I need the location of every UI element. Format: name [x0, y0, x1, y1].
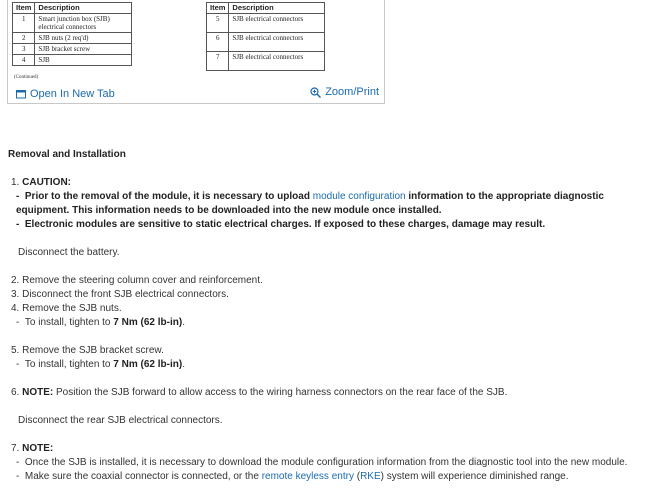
col-header-item: Item — [13, 3, 35, 14]
external-tab-icon — [16, 89, 26, 99]
open-in-new-tab-link[interactable] — [16, 88, 115, 100]
step-2: 2. Remove the steering column cover and reinforcement. — [11, 275, 263, 286]
disconnect-battery-text: Disconnect the battery. — [18, 247, 120, 258]
legend-table-right — [206, 2, 325, 71]
note-label: NOTE: — [22, 387, 54, 398]
table-row — [207, 33, 325, 52]
zoom-print-label: Zoom/Print — [325, 86, 379, 98]
item-number: 4 — [13, 55, 35, 66]
item-description: SJB electrical connectors — [229, 14, 325, 33]
table-row — [207, 52, 325, 71]
figure-legend-panel — [7, 0, 385, 104]
item-description: Smart junction box (SJB) electrical connectors — [35, 14, 132, 33]
item-number: 1 — [13, 14, 35, 33]
legend-table-left — [12, 2, 132, 66]
item-description: SJB electrical connectors — [229, 33, 325, 52]
step-7-item-1: - Once the SJB is installed, it is necessary to download the module configuration information from the diagnostic tool into the new module. — [16, 457, 628, 468]
item-number: 3 — [13, 44, 35, 55]
step-6-note: 6. NOTE: Position the SJB forward to allow access to the wiring harness connectors on the rear face of the SJB. — [11, 387, 508, 398]
note-label: NOTE: — [22, 443, 54, 454]
torque-value: 7 Nm (62 lb-in) — [113, 317, 183, 328]
step-3: 3. Disconnect the front SJB electrical connectors. — [11, 289, 229, 300]
continued-label: (Continued) — [14, 75, 39, 80]
item-description: SJB electrical connectors — [229, 52, 325, 71]
step-7-item-2: - Make sure the coaxial connector is connected, or the remote keyless entry (RKE) system will experience diminished range. — [16, 471, 569, 482]
item-number: 5 — [207, 14, 229, 33]
item-description: SJB — [35, 55, 132, 66]
step-4: 4. Remove the SJB nuts. — [11, 303, 122, 314]
magnifier-plus-icon — [310, 87, 321, 98]
col-header-description: Description — [229, 3, 325, 14]
zoom-print-link[interactable] — [310, 86, 379, 98]
col-header-description: Description — [35, 3, 132, 14]
table-row — [207, 14, 325, 33]
table-row — [13, 14, 132, 33]
table-row — [13, 55, 132, 66]
remote-keyless-entry-link[interactable]: remote keyless entry — [261, 471, 354, 482]
table-row — [13, 44, 132, 55]
procedure-content — [8, 148, 648, 484]
step-number: 1. — [11, 177, 20, 188]
item-description: SJB nuts (2 req'd) — [35, 33, 132, 44]
torque-value: 7 Nm (62 lb-in) — [113, 359, 183, 370]
step-1-caution — [8, 176, 648, 190]
step-5-install-note: - To install, tighten to 7 Nm (62 lb-in). — [16, 359, 185, 370]
caution-item-2: - Electronic modules are sensitive to static electrical charges. If exposed to these charges, damage may result. — [16, 219, 546, 230]
step-7-note: 7. NOTE: — [11, 443, 54, 454]
step-4-install-note: - To install, tighten to 7 Nm (62 lb-in). — [16, 317, 185, 328]
item-number: 7 — [207, 52, 229, 71]
table-row — [13, 33, 132, 44]
open-in-new-tab-label: Open In New Tab — [30, 88, 115, 100]
caution-label: CAUTION: — [22, 177, 72, 188]
section-title: Removal and Installation — [8, 149, 126, 160]
caution-item-1: - Prior to the removal of the module, it is necessary to upload module configuration information to the appropriate diagnostic equipment. This information needs to be downloaded into the new module once installed. — [16, 191, 604, 216]
item-number: 2 — [13, 33, 35, 44]
rke-link[interactable]: RKE — [360, 471, 381, 482]
disconnect-rear-connectors-text: Disconnect the rear SJB electrical connectors. — [18, 415, 223, 426]
step-5: 5. Remove the SJB bracket screw. — [11, 345, 164, 356]
item-description: SJB bracket screw — [35, 44, 132, 55]
module-configuration-link[interactable]: module configuration — [312, 191, 406, 202]
item-number: 6 — [207, 33, 229, 52]
col-header-item: Item — [207, 3, 229, 14]
